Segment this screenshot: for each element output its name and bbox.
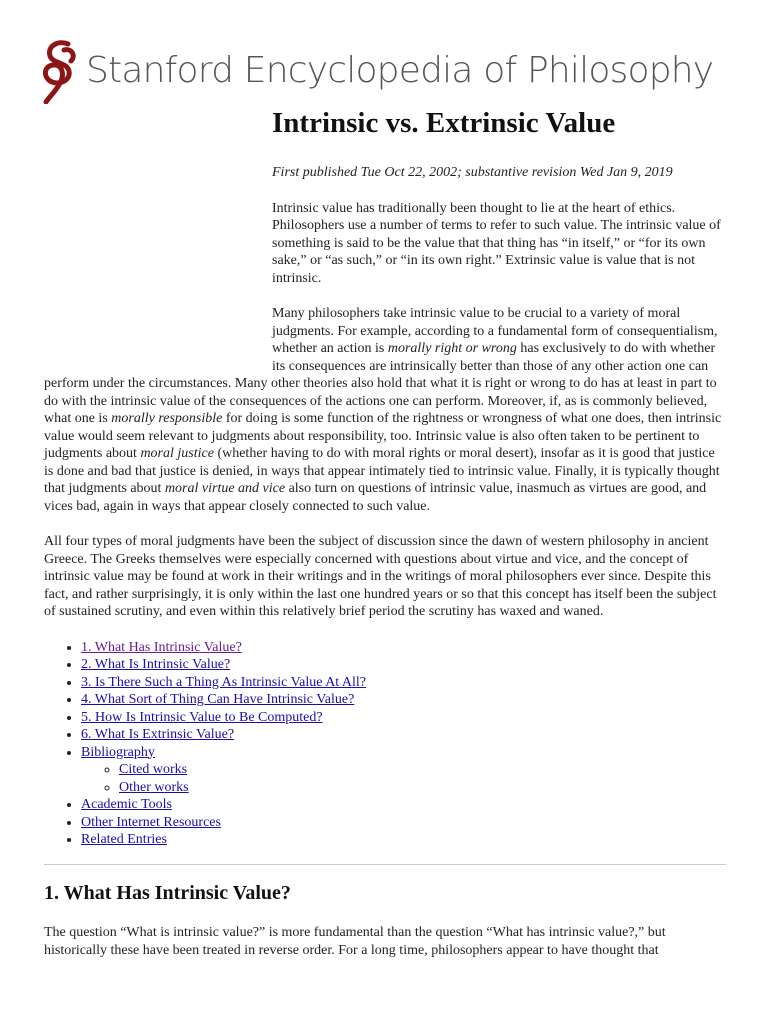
toc-subitem bbox=[119, 779, 726, 797]
site-title[interactable]: Stanford Encyclopedia of Philosophy bbox=[86, 49, 714, 91]
toc-item bbox=[81, 744, 726, 797]
toc-link-section-6[interactable]: 6. What Is Extrinsic Value? bbox=[81, 727, 235, 742]
p2-text-c: for doing is some function of the rightness or wrongness of what one does, then intrinsic value would seem relevant to judgments about responsibility, too. Intrinsic value is also often taken to be pertinent to judgments about bbox=[44, 411, 722, 461]
intro-paragraph-1: Intrinsic value has traditionally been thought to lie at the heart of ethics. Philosophers use a number of terms to refer to such value. The intrinsic value of something is said to be the value that that thing has “in itself,” or “for its own sake,” or “as such,” or “in its own right.” Extrinsic value is value that is not intrinsic. bbox=[272, 200, 721, 286]
toc-item bbox=[81, 656, 726, 674]
p2-text-b: has exclusively to do with whether its consequences are intrinsically better than those of any other action one can perform under the circumstances. Many other theories also hold that what it is right or wrong to do has at least in part to do with the intrinsic value of the consequences of the actions one can perform. Moreover, if, as is commonly believed, what one is bbox=[44, 341, 717, 426]
toc-subitem bbox=[119, 761, 726, 779]
toc-link-section-4[interactable]: 4. What Sort of Thing Can Have Intrinsic Value? bbox=[81, 692, 355, 707]
toc-item bbox=[81, 796, 726, 814]
p2-text-d: (whether having to do with moral rights or moral desert), insofar as it is good that justice is done and bad that justice is denied, in ways that appear intimately tied to intrinsic value. Finally, it is typically thought that judgments about bbox=[44, 446, 720, 496]
section-1-heading: 1. What Has Intrinsic Value? bbox=[44, 881, 291, 904]
toc-item bbox=[81, 814, 726, 832]
article-content bbox=[44, 104, 726, 977]
toc-link-section-3[interactable]: 3. Is There Such a Thing As Intrinsic Value At All? bbox=[81, 674, 367, 690]
publication-info: First published Tue Oct 22, 2002; substantive revision Wed Jan 9, 2019 bbox=[272, 165, 673, 180]
p2-em-justice: moral justice bbox=[140, 446, 214, 461]
toc-sublist bbox=[81, 761, 726, 796]
toc-link-bibliography[interactable]: Bibliography bbox=[81, 744, 155, 760]
toc-item bbox=[81, 691, 726, 709]
toc-item bbox=[81, 831, 726, 849]
toc-link-other-works[interactable]: Other works bbox=[119, 779, 189, 795]
toc-item bbox=[81, 726, 726, 744]
p2-text-e: also turn on questions of intrinsic value, inasmuch as virtues are good, and vices bad, again in ways that appear closely connected to such value. bbox=[44, 481, 707, 514]
toc-link-section-1[interactable]: 1. What Has Intrinsic Value? bbox=[81, 639, 242, 655]
section-1-paragraph: The question “What is intrinsic value?” is more fundamental than the question “What has intrinsic value?,” but historically these have been treated in reverse order. For a long time, philosophers appear to have thought that bbox=[44, 925, 666, 958]
article-title: Intrinsic vs. Extrinsic Value bbox=[272, 107, 616, 139]
toc-item bbox=[81, 674, 726, 692]
sep-logo-icon[interactable] bbox=[38, 36, 82, 104]
p2-em-responsible: morally responsible bbox=[111, 411, 223, 426]
p2-em-virtue-vice: moral virtue and vice bbox=[164, 481, 286, 496]
toc-link-section-5[interactable]: 5. How Is Intrinsic Value to Be Computed? bbox=[81, 709, 323, 725]
toc-link-academic-tools[interactable]: Academic Tools bbox=[81, 797, 172, 812]
table-of-contents bbox=[44, 639, 726, 849]
toc-link-cited-works[interactable]: Cited works bbox=[119, 762, 188, 777]
toc-link-internet-resources[interactable]: Other Internet Resources bbox=[81, 814, 221, 830]
section-divider bbox=[44, 864, 726, 865]
p2-text-a: Many philosophers take intrinsic value to be crucial to a variety of moral judgments. For example, according to a fundamental form of consequentialism, whether an action is bbox=[272, 306, 718, 356]
intro-paragraph-3: All four types of moral judgments have been the subject of discussion since the dawn of western philosophy in ancient Greece. The Greeks themselves were especially concerned with questions about virtue and vice, and the concept of intrinsic value may be found at work in their writings and in the writings of moral philosophers ever since. Despite this fact, and rather surprisingly, it is only within the last one hundred years or so that this concept has itself been the subject of sustained scrutiny, and even within this relatively brief period the scrutiny has waxed and waned. bbox=[44, 534, 717, 619]
toc-item bbox=[81, 709, 726, 727]
toc-item bbox=[81, 639, 726, 657]
masthead[interactable] bbox=[38, 36, 713, 104]
toc-link-related-entries[interactable]: Related Entries bbox=[81, 832, 167, 847]
p2-em-right-wrong: morally right or wrong bbox=[387, 341, 517, 356]
toc-link-section-2[interactable]: 2. What Is Intrinsic Value? bbox=[81, 657, 231, 672]
float-spacer bbox=[44, 104, 272, 362]
